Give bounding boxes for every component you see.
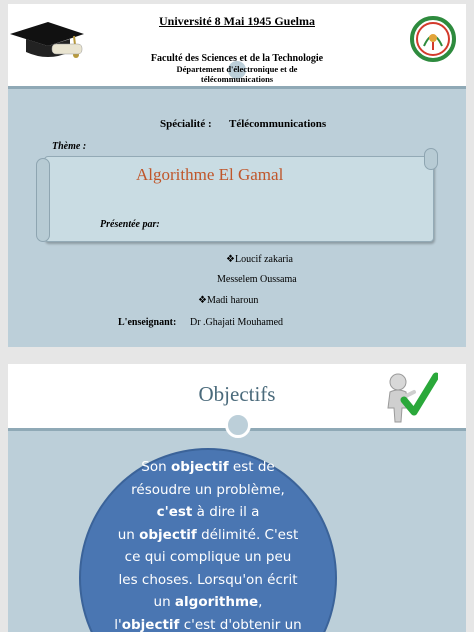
- objective-text: [103, 456, 313, 632]
- objective-text-bold: objectif: [121, 616, 180, 632]
- student-name: ❖Madi haroun: [198, 295, 259, 306]
- enseignant-label: L'enseignant:: [118, 317, 177, 328]
- person-checkmark-icon: [382, 370, 438, 424]
- faculty-name: Faculté des Sciences et de la Technologie: [150, 53, 324, 64]
- objective-text-run: à dire il a: [192, 504, 260, 520]
- theme-scroll-banner: [34, 148, 440, 244]
- objective-text-run: résoudre un problème,: [131, 481, 285, 498]
- student-name: Messelem Oussama: [217, 274, 297, 285]
- objective-text-bold: objectif: [170, 459, 229, 475]
- student-name: ❖Loucif zakaria: [226, 254, 293, 265]
- title-slide: [8, 4, 466, 347]
- specialite-value: Télécommunications: [229, 118, 327, 130]
- objective-text-line: [103, 591, 313, 614]
- objective-text-line: [103, 614, 313, 632]
- objective-text-line: [103, 456, 313, 479]
- objective-text-run: est de: [228, 459, 275, 475]
- objective-text-bold: c'est: [156, 504, 193, 520]
- university-name: Université 8 Mai 1945 Guelma: [159, 14, 315, 28]
- scroll-roll-right: [424, 148, 438, 170]
- theme-title: Algorithme El Gamal: [136, 165, 284, 184]
- specialite-label: Spécialité :: [160, 118, 212, 130]
- scroll-roll-left: [36, 158, 50, 242]
- objective-text-run: ce qui complique un peu: [124, 549, 292, 565]
- theme-label: Thème :: [52, 141, 87, 152]
- objective-text-run: ,: [258, 594, 263, 610]
- objective-text-run: délimité. C'est: [196, 526, 299, 543]
- objective-text-bold: objectif: [139, 526, 197, 543]
- presentee-label: Présentée par:: [100, 219, 160, 230]
- department-name: Département d'électronique et de télécommunications: [176, 64, 298, 84]
- enseignant-value: Dr .Ghajati Mouhamed: [190, 317, 284, 328]
- objective-text-line: [103, 569, 313, 592]
- objective-text-run: l': [114, 616, 122, 632]
- header-divider: [8, 86, 466, 89]
- objective-text-line: [103, 479, 313, 502]
- slide-title: Objectifs: [198, 382, 276, 406]
- objective-text-run: c'est d'obtenir un: [179, 616, 302, 632]
- objective-text-run: un: [117, 526, 140, 543]
- objective-text-bold: algorithme: [174, 594, 259, 610]
- objective-text-run: les choses. Lorsqu'on écrit: [118, 571, 298, 588]
- objectifs-slide: [8, 364, 466, 632]
- objective-text-run: un: [153, 594, 175, 610]
- objective-text-line: [103, 501, 313, 524]
- objective-text-line: [103, 546, 313, 569]
- objective-text-run: Son: [141, 459, 171, 475]
- divider-ring-icon: [225, 412, 251, 438]
- objective-text-line: [103, 524, 313, 547]
